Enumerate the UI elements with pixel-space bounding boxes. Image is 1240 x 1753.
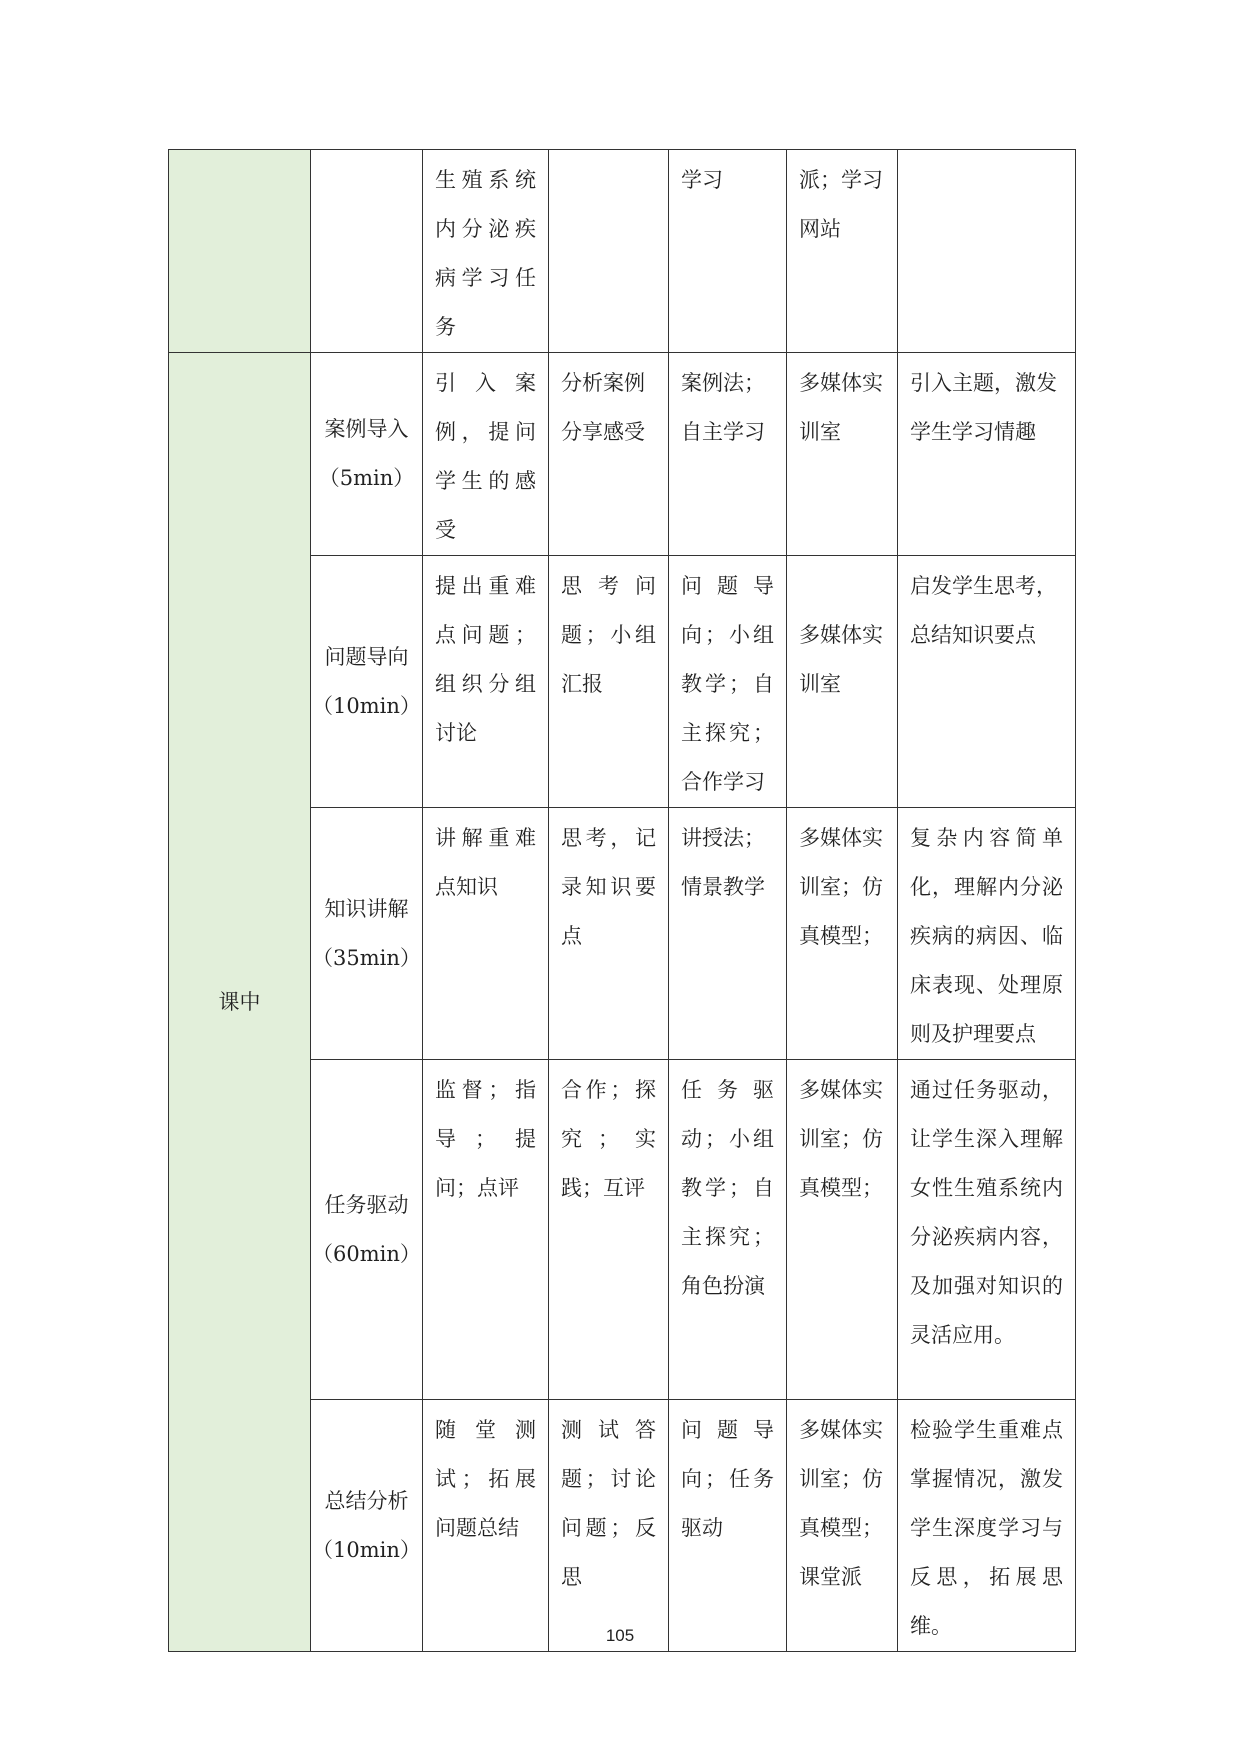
phase-duration: （35min） (312, 945, 421, 970)
resource-cell: 多媒体实训室；仿真模型； (787, 1060, 898, 1400)
teacher-activity-cell: 提出重难点问题；组织分组讨论 (423, 556, 549, 808)
method-cell: 学习 (669, 150, 787, 353)
method-cell: 任务驱动；小组教学；自主探究；角色扮演 (669, 1060, 787, 1400)
method-cell: 问题导向；小组教学；自主探究；合作学习 (669, 556, 787, 808)
phase-duration: （5min） (318, 466, 415, 490)
phase-cell (311, 353, 423, 556)
table-row (169, 353, 1076, 556)
resource-cell: 派；学习网站 (787, 150, 898, 353)
phase-name: 问题导向 (324, 644, 409, 669)
resource-cell: 多媒体实训室；仿真模型；课堂派 (787, 1400, 898, 1652)
phase-cell (311, 808, 423, 1060)
phase-duration: （10min） (312, 693, 421, 718)
phase-name: 案例导入 (324, 417, 409, 441)
student-activity-cell (549, 150, 669, 353)
design-intent-cell: 复杂内容简单化，理解内分泌疾病的病因、临床表现、处理原则及护理要点 (898, 808, 1076, 1060)
phase-cell (311, 1400, 423, 1652)
method-cell: 讲授法；情景教学 (669, 808, 787, 1060)
teacher-activity-cell: 监督；指导；提问；点评 (423, 1060, 549, 1400)
phase-duration: （60min） (312, 1241, 421, 1266)
resource-cell: 多媒体实训室 (787, 556, 898, 808)
teacher-activity-cell: 引入案例，提问学生的感受 (423, 353, 549, 556)
teacher-activity-cell: 讲解重难点知识 (423, 808, 549, 1060)
resource-cell: 多媒体实训室 (787, 353, 898, 556)
phase-cell-previous (311, 150, 423, 353)
teacher-activity-cell: 生殖系统内分泌疾病学习任务 (423, 150, 549, 353)
teacher-activity-cell: 随堂测试；拓展问题总结 (423, 1400, 549, 1652)
design-intent-cell: 引入主题，激发学生学习情趣 (898, 353, 1076, 556)
resource-cell: 多媒体实训室；仿真模型； (787, 808, 898, 1060)
phase-name: 总结分析 (324, 1488, 409, 1513)
design-intent-cell (898, 150, 1076, 353)
student-activity-cell: 分析案例分享感受 (549, 353, 669, 556)
student-activity-cell: 思考问题；小组汇报 (549, 556, 669, 808)
phase-cell (311, 556, 423, 808)
student-activity-cell: 合作；探究；实践；互评 (549, 1060, 669, 1400)
method-cell: 案例法；自主学习 (669, 353, 787, 556)
design-intent-cell: 启发学生思考，总结知识要点 (898, 556, 1076, 808)
phase-name: 任务驱动 (324, 1192, 409, 1217)
method-cell: 问题导向；任务驱动 (669, 1400, 787, 1652)
stage-cell-in-class: 课中 (169, 353, 311, 1652)
lesson-plan-table (168, 149, 1076, 1652)
design-intent-cell: 通过任务驱动，让学生深入理解女性生殖系统内分泌疾病内容，及加强对知识的灵活应用。 (898, 1060, 1076, 1400)
phase-name: 知识讲解 (324, 896, 409, 921)
stage-cell-previous (169, 150, 311, 353)
student-activity-cell: 测试答题；讨论问题；反思 (549, 1400, 669, 1652)
phase-duration: （10min） (312, 1537, 421, 1562)
student-activity-cell: 思考，记录知识要点 (549, 808, 669, 1060)
design-intent-cell: 检验学生重难点掌握情况，激发学生深度学习与反思，拓展思维。 (898, 1400, 1076, 1652)
table-row-continuation (169, 150, 1076, 353)
phase-cell (311, 1060, 423, 1400)
page-number: 105 (605, 1626, 635, 1645)
